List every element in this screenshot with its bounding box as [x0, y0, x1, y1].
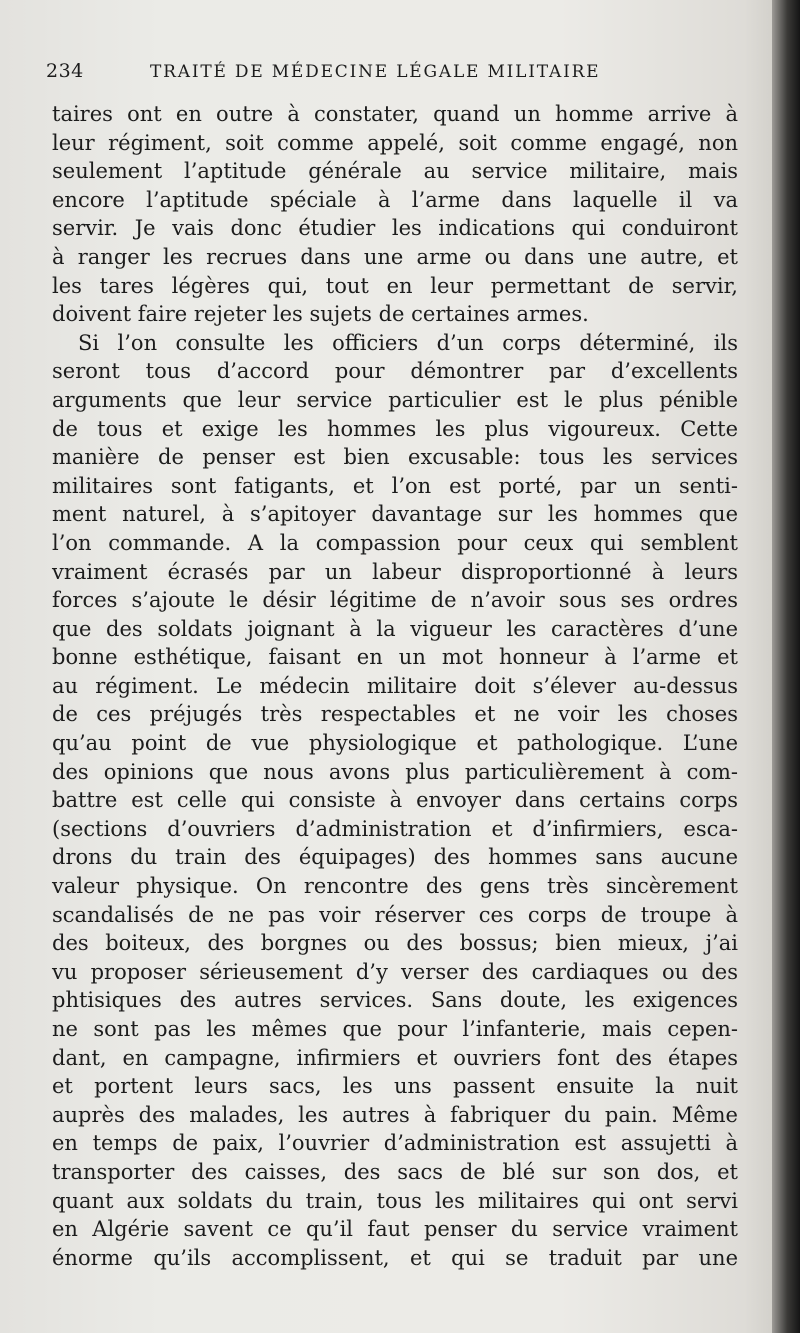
- text-line: que des soldats joignant à la vigueur les caractères d’une: [52, 616, 738, 641]
- text-line: l’on commande. A la compassion pour ceux qui semblent: [52, 530, 738, 555]
- text-line: de ces préjugés très respectables et ne voir les choses: [52, 702, 738, 727]
- text-line: les tares légères qui, tout en leur permettant de servir,: [52, 273, 738, 298]
- text-line: ne sont pas les mêmes que pour l’infanterie, mais cepen-: [52, 1017, 738, 1041]
- text-line: en Algérie savent ce qu’il faut penser du service vraiment: [52, 1217, 738, 1242]
- text-line: dant, en campagne, infirmiers et ouvriers font des étapes: [52, 1045, 738, 1070]
- text-line: militaires sont fatigants, et l’on est porté, par un senti-: [52, 473, 738, 498]
- text-line: phtisiques des autres services. Sans doute, les exigences: [52, 988, 738, 1013]
- page-header: [46, 60, 736, 90]
- running-head: TRAITÉ DE MÉDECINE LÉGALE MILITAIRE: [150, 62, 601, 82]
- text-line: taires ont en outre à constater, quand un homme arrive à: [52, 102, 738, 126]
- text-line: battre est celle qui consiste à envoyer dans certains corps: [52, 788, 738, 813]
- body-text: [52, 100, 738, 1272]
- text-line: de tous et exige les hommes les plus vigoureux. Cette: [52, 416, 738, 441]
- text-line: bonne esthétique, faisant en un mot honneur à l’arme et: [52, 645, 738, 670]
- text-line: et portent leurs sacs, les uns passent ensuite la nuit: [52, 1074, 738, 1099]
- text-line: Si l’on consulte les officiers d’un corps déterminé, ils: [78, 330, 738, 355]
- text-line: valeur physique. On rencontre des gens très sincèrement: [52, 874, 738, 899]
- book-spine-shadow: [772, 0, 800, 1333]
- text-line: vu proposer sérieusement d’y verser des cardiaques ou des: [52, 959, 738, 984]
- text-line: seront tous d’accord pour démontrer par d’excellents: [52, 359, 738, 384]
- text-line: vraiment écrasés par un labeur disproportionné à leurs: [52, 559, 738, 584]
- text-line: des opinions que nous avons plus particulièrement à com-: [52, 759, 738, 784]
- text-line: forces s’ajoute le désir légitime de n’avoir sous ses ordres: [52, 588, 738, 613]
- text-line: auprès des malades, les autres à fabriquer du pain. Même: [52, 1102, 738, 1127]
- text-line: quant aux soldats du train, tous les militaires qui ont servi: [52, 1188, 738, 1213]
- text-line: drons du train des équipages) des hommes sans aucune: [52, 845, 738, 870]
- text-line: encore l’aptitude spéciale à l’arme dans laquelle il va: [52, 187, 738, 212]
- text-line: seulement l’aptitude générale au service militaire, mais: [52, 159, 738, 184]
- text-line: (sections d’ouvriers d’administration et d’infirmiers, esca-: [52, 816, 738, 841]
- text-line: servir. Je vais donc étudier les indications qui conduiront: [52, 216, 738, 241]
- text-line: en temps de paix, l’ouvrier d’administration est assujetti à: [52, 1131, 738, 1156]
- text-line: qu’au point de vue physiologique et pathologique. L’une: [52, 731, 738, 756]
- text-line: au régiment. Le médecin militaire doit s’élever au-dessus: [52, 673, 738, 698]
- text-line: à ranger les recrues dans une arme ou dans une autre, et: [52, 244, 738, 269]
- text-line: doivent faire rejeter les sujets de certaines armes.: [52, 302, 589, 327]
- text-line: ment naturel, à s’apitoyer davantage sur les hommes que: [52, 502, 738, 527]
- text-line: arguments que leur service particulier est le plus pénible: [52, 387, 738, 412]
- text-line: transporter des caisses, des sacs de blé sur son dos, et: [52, 1159, 738, 1184]
- text-line: leur régiment, soit comme appelé, soit comme engagé, non: [52, 130, 738, 155]
- text-line: scandalisés de ne pas voir réserver ces corps de troupe à: [52, 902, 738, 927]
- text-line: manière de penser est bien excusable: tous les services: [52, 445, 738, 470]
- text-line: énorme qu’ils accomplissent, et qui se traduit par une: [52, 1245, 738, 1270]
- page-number: 234: [46, 60, 84, 82]
- text-line: des boiteux, des borgnes ou des bossus; bien mieux, j’ai: [52, 931, 738, 956]
